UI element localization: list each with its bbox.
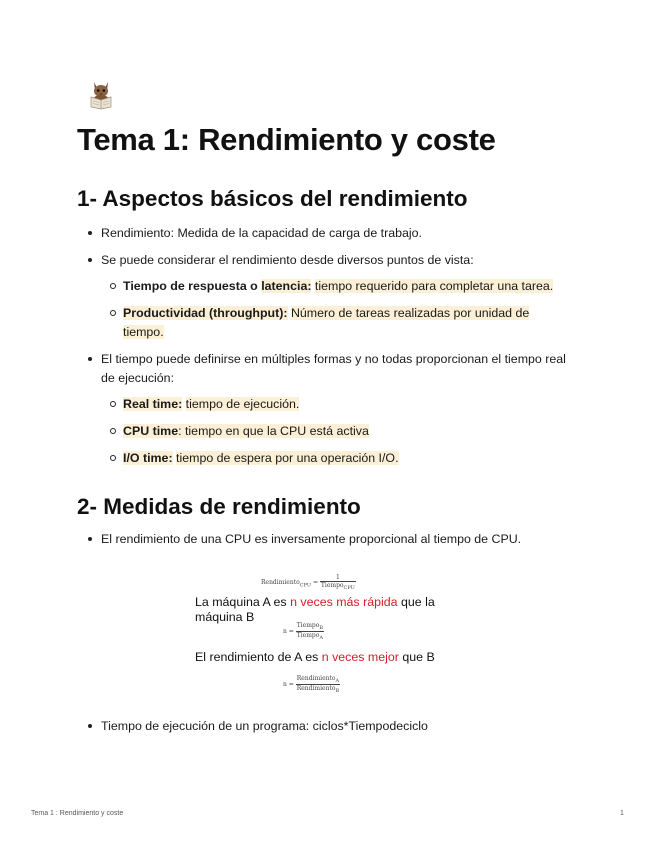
faster-statement xyxy=(195,595,455,625)
better-statement xyxy=(195,650,465,665)
term-cpu-time: CPU time xyxy=(123,424,179,438)
formula-n-rendimiento xyxy=(283,675,340,694)
formula-sub: B xyxy=(335,688,340,695)
formula-num-text: Tiempo xyxy=(296,622,320,629)
formula-numerator: 1 xyxy=(320,574,356,582)
list-item xyxy=(88,251,568,342)
term-io-time: I/O time: xyxy=(123,451,173,465)
list-item xyxy=(110,277,568,296)
list-item xyxy=(88,350,568,468)
formula-rendimiento-cpu: Rendimiento$_{CPU}$ = $\frac{1}{Tiempo_{CPU}}$ xyxy=(261,574,355,592)
formula-num-text: Rendimiento xyxy=(296,675,336,682)
page-number: 1 xyxy=(620,810,624,817)
term-latency: latencia: xyxy=(261,279,312,293)
formula-denominator xyxy=(320,582,356,591)
definition-text: tiempo de espera por una operación I/O. xyxy=(176,451,399,465)
list-item xyxy=(88,717,568,736)
list-item xyxy=(110,449,568,468)
formula-fraction xyxy=(296,675,340,694)
formula-sub: A xyxy=(319,635,324,642)
page-title: Tema 1: Rendimiento y coste xyxy=(77,122,496,157)
list-item xyxy=(110,422,568,441)
formula-sub: A xyxy=(335,678,340,685)
term-response-time: Tiempo de respuesta o xyxy=(123,279,258,293)
list-item xyxy=(110,395,568,414)
formula-lhs: Rendimiento xyxy=(261,579,300,587)
formula-numerator xyxy=(296,622,324,632)
formula-n-time xyxy=(283,622,324,641)
highlight-red-text: n veces más rápida xyxy=(290,595,398,609)
list-item xyxy=(110,304,568,342)
statement-text: El rendimiento de A es xyxy=(195,650,319,664)
formula-lhs: n = xyxy=(283,628,294,636)
definition-text: Número de tareas realizadas por unidad de tiempo. xyxy=(123,306,530,339)
formula-denominator xyxy=(296,685,340,694)
formula-sub: B xyxy=(319,625,324,632)
formula-denominator xyxy=(296,632,324,641)
highlight-red-text: n veces mejor xyxy=(321,650,399,664)
formula-fraction xyxy=(320,574,356,591)
definition-text: : tiempo en que la CPU está activa xyxy=(178,424,369,438)
section2-list-bottom xyxy=(88,717,568,744)
list-item xyxy=(88,224,568,243)
term-real-time: Real time: xyxy=(123,397,183,411)
formula-lhs: n = xyxy=(283,681,294,689)
list-item-text: El tiempo puede definirse en múltiples formas y no todas proporcionan el tiempo real de ejecución: xyxy=(101,352,566,385)
list-item-text: Tiempo de ejecución de un programa: ciclos*Tiempodeciclo xyxy=(101,719,428,733)
list-item-text: Se puede considerar el rendimiento desde diversos puntos de vista: xyxy=(101,253,474,267)
list-item-text: Rendimiento: Medida de la capacidad de carga de trabajo. xyxy=(101,226,422,240)
statement-text: que B xyxy=(402,650,435,664)
section-heading-medidas: 2- Medidas de rendimiento xyxy=(77,494,361,519)
statement-text: La máquina A es xyxy=(195,595,287,609)
formula-numerator xyxy=(296,675,340,685)
statement-text: que la máquina B xyxy=(195,595,435,624)
list-item-text: El rendimiento de una CPU es inversamente proporcional al tiempo de CPU. xyxy=(101,532,522,546)
cat-reading-book-icon xyxy=(86,78,116,110)
sublist-time-types xyxy=(101,395,568,468)
formula-sub: CPU xyxy=(299,582,312,589)
formula-sub: CPU xyxy=(343,585,355,592)
list-item xyxy=(88,530,568,549)
formula-den-text: Tiempo xyxy=(320,582,344,589)
section-heading-aspectos: 1- Aspectos básicos del rendimiento xyxy=(77,186,468,211)
section1-list xyxy=(88,224,568,476)
formula-image xyxy=(195,574,465,699)
definition-text: tiempo de ejecución. xyxy=(185,397,300,411)
formula-den-text: Tiempo xyxy=(296,632,320,640)
sublist-viewpoints xyxy=(101,277,568,342)
definition-text: tiempo requerido para completar una tarea. xyxy=(314,279,554,293)
section2-list-top xyxy=(88,530,568,557)
term-throughput: Productividad (throughput): xyxy=(123,306,288,320)
formula-den-text: Rendimiento xyxy=(296,685,336,693)
formula-fraction xyxy=(296,622,324,641)
footer-title: Tema 1 : Rendimiento y coste xyxy=(31,810,124,817)
